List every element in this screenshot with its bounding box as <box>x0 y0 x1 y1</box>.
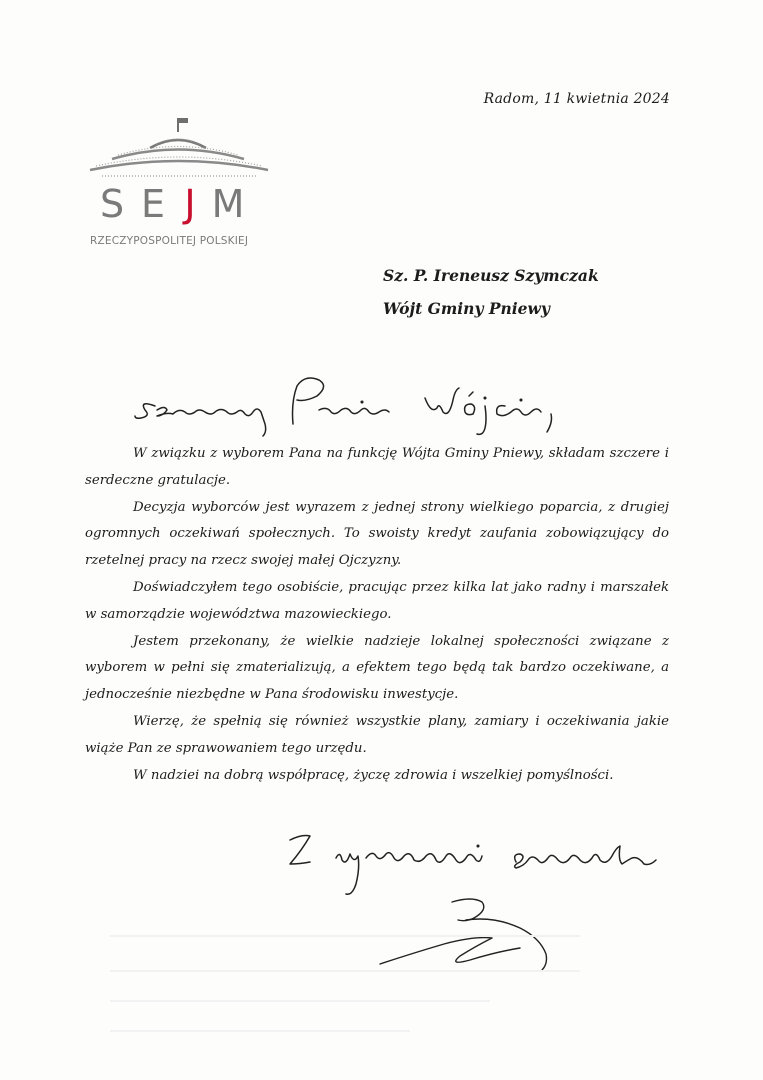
faint-show-through-line <box>110 935 580 937</box>
logo-letter-e: E <box>140 182 167 226</box>
sejm-dome-icon <box>82 114 282 184</box>
paragraph-6: W nadziei na dobrą współpracę, życzę zdrowia i wszelkiej pomyślności. <box>133 767 614 783</box>
faint-show-through-line <box>110 1000 490 1002</box>
handwritten-salutation-drawing <box>133 372 593 442</box>
faint-show-through-line <box>110 970 580 972</box>
letter-body <box>85 441 669 789</box>
sejm-logo <box>82 114 282 254</box>
handwritten-salutation <box>133 372 593 442</box>
addressee-block <box>383 259 713 325</box>
logo-letter-j: J <box>184 182 198 226</box>
signature-drawing <box>370 888 570 978</box>
signature <box>370 888 570 978</box>
paragraph-2: Decyzja wyborców jest wyrazem z jednej strony wielkiego poparcia, z drugiej ogromnych oczekiwań społecznych. To swoisty kredyt zaufania zobowiązujący do rzetelnej pracy na rzecz swojej małej Ojczyzny. <box>85 499 669 569</box>
paragraph-4: Jestem przekonany, że wielkie nadzieje lokalnej społeczności związane z wyborem w pełni się zmaterializują, a efektem tego będą tak bardzo oczekiwane, a jednocześnie niezbędne w Pana środowisku inwestycje. <box>85 633 669 703</box>
paragraph-3: Doświadczyłem tego osobiście, pracując przez kilka lat jako radny i marszałek w samorządzie województwa mazowieckiego. <box>85 579 669 622</box>
addressee-name: Sz. P. Ireneusz Szymczak <box>383 266 599 285</box>
logo-wordmark <box>94 182 260 226</box>
addressee-title: Wójt Gminy Pniewy <box>383 299 550 318</box>
logo-subtitle: RZECZYPOSPOLITEJ POLSKIEJ <box>90 235 249 247</box>
logo-letter-m: M <box>211 182 247 226</box>
letter-date: Radom, 11 kwietnia 2024 <box>483 91 670 107</box>
logo-letter-s: S <box>99 182 127 226</box>
faint-show-through-line <box>110 1030 410 1032</box>
paragraph-1: W związku z wyborem Pana na funkcję Wójta Gminy Pniewy, składam szczere i serdeczne gratulacje. <box>85 446 669 488</box>
paragraph-5: Wierzę, że spełnią się również wszystkie plany, zamiary i oczekiwania jakie wiąże Pan ze sprawowaniem tego urzędu. <box>85 713 669 756</box>
